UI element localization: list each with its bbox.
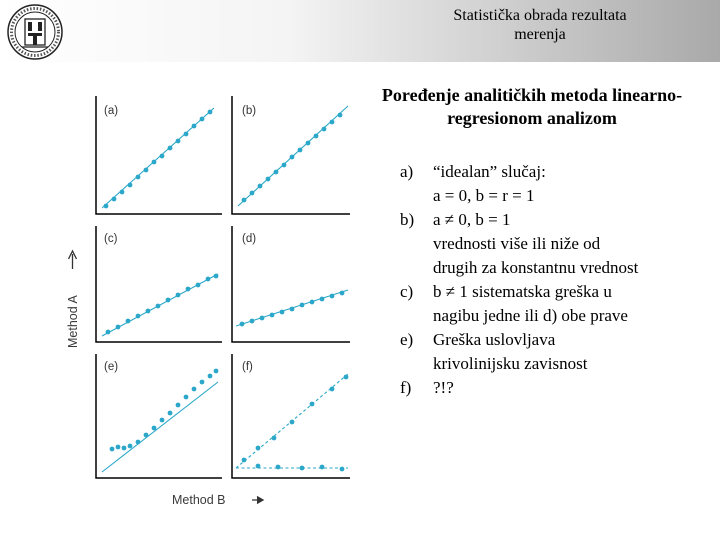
data-point	[120, 190, 125, 195]
data-point	[176, 293, 181, 298]
comparison-list	[400, 160, 718, 400]
data-point	[106, 330, 111, 335]
data-point	[290, 155, 295, 160]
data-point	[300, 303, 305, 308]
data-point	[126, 319, 131, 324]
list-marker: e)	[400, 330, 414, 349]
data-point	[144, 433, 149, 438]
data-point	[116, 445, 121, 450]
list-marker: a)	[400, 162, 414, 181]
data-point	[110, 447, 115, 452]
data-point	[256, 464, 261, 469]
data-point	[250, 319, 255, 324]
data-point	[214, 274, 219, 279]
list-marker: f)	[400, 378, 412, 397]
data-point	[184, 132, 189, 137]
slide-title-line: regresionom analizom	[447, 108, 617, 128]
data-point	[200, 380, 205, 385]
data-point	[258, 184, 263, 189]
x-axis-label: Method B	[172, 493, 226, 507]
data-point	[208, 374, 213, 379]
data-point	[298, 148, 303, 153]
data-point	[186, 287, 191, 292]
data-point	[338, 113, 343, 118]
data-point	[146, 309, 151, 314]
figure-canvas	[62, 86, 356, 518]
data-point	[156, 304, 161, 309]
data-point	[166, 298, 171, 303]
data-point	[266, 177, 271, 182]
list-item-text: a = 0, b = r = 1	[433, 186, 535, 205]
data-point	[112, 197, 117, 202]
fit-line	[102, 382, 218, 472]
data-point	[310, 300, 315, 305]
list-item	[400, 376, 718, 400]
data-point	[280, 310, 285, 315]
data-point	[184, 395, 189, 400]
list-item-text: Greška uslovljava	[433, 330, 556, 349]
fit-line	[102, 108, 214, 208]
list-marker: c)	[400, 282, 414, 301]
list-item	[400, 280, 718, 328]
data-point	[250, 191, 255, 196]
data-point	[176, 403, 181, 408]
data-point	[240, 322, 245, 327]
data-point	[168, 411, 173, 416]
panel-label: (d)	[242, 233, 257, 245]
arrow-up-icon	[69, 251, 77, 269]
data-point	[214, 369, 219, 374]
data-point	[206, 277, 211, 282]
data-point	[270, 313, 275, 318]
data-point	[300, 466, 305, 471]
data-point	[340, 291, 345, 296]
data-point	[104, 204, 109, 209]
data-point	[282, 163, 287, 168]
panel-label: (a)	[104, 105, 119, 117]
data-point	[152, 426, 157, 431]
data-point	[330, 120, 335, 125]
data-point	[320, 297, 325, 302]
list-item-text: nagibu jedne ili d) obe prave	[433, 306, 628, 325]
university-seal-logo	[6, 3, 64, 61]
data-point	[208, 110, 213, 115]
slide-title	[356, 84, 708, 130]
panel-label: (c)	[104, 233, 118, 245]
data-point	[136, 440, 141, 445]
data-point	[344, 375, 349, 380]
data-point	[272, 436, 277, 441]
data-point	[168, 146, 173, 151]
data-point	[322, 127, 327, 132]
data-point	[144, 168, 149, 173]
list-item-text: vrednosti više ili niže od	[433, 234, 601, 253]
header-title-line: merenja	[514, 26, 566, 43]
method-comparison-figure	[62, 86, 356, 518]
panel-label: (b)	[242, 105, 257, 117]
header-title	[360, 6, 720, 44]
panel-label: (e)	[104, 361, 119, 373]
data-point	[128, 444, 133, 449]
data-point	[330, 294, 335, 299]
list-item	[400, 328, 718, 376]
list-item-text: “idealan” slučaj:	[433, 162, 546, 181]
data-point	[290, 420, 295, 425]
list-item-text: ?!?	[433, 378, 454, 397]
data-point	[122, 446, 127, 451]
y-axis-label: Method A	[66, 295, 80, 348]
data-point	[196, 283, 201, 288]
data-point	[136, 175, 141, 180]
data-point	[242, 458, 247, 463]
data-point	[200, 117, 205, 122]
data-point	[192, 387, 197, 392]
header-band	[0, 0, 720, 62]
panel-label: (f)	[242, 361, 253, 373]
data-point	[310, 402, 315, 407]
data-point	[152, 160, 157, 165]
list-marker: b)	[400, 210, 415, 229]
data-point	[116, 325, 121, 330]
list-item-text: b ≠ 1 sistematska greška u	[433, 282, 612, 301]
list-item-text: krivolinijsku zavisnost	[433, 354, 588, 373]
data-point	[136, 314, 141, 319]
header-title-line: Statistička obrada rezultata	[453, 7, 627, 24]
data-point	[306, 141, 311, 146]
slide-title-line: Poređenje analitičkih metoda linearno-	[381, 85, 683, 105]
data-point	[160, 154, 165, 159]
arrow-right-icon	[252, 497, 263, 504]
data-point	[340, 467, 345, 472]
data-point	[330, 387, 335, 392]
list-item	[400, 160, 718, 208]
data-point	[276, 465, 281, 470]
data-point	[314, 134, 319, 139]
data-point	[260, 316, 265, 321]
data-point	[290, 307, 295, 312]
data-point	[176, 139, 181, 144]
list-item-text: a ≠ 0, b = 1	[433, 210, 511, 229]
data-point	[192, 124, 197, 129]
list-item	[400, 208, 718, 280]
data-point	[320, 465, 325, 470]
list-item-text: drugih za konstantnu vrednost	[433, 258, 639, 277]
data-point	[128, 183, 133, 188]
data-point	[242, 198, 247, 203]
data-point	[274, 170, 279, 175]
data-point	[160, 418, 165, 423]
data-point	[256, 446, 261, 451]
